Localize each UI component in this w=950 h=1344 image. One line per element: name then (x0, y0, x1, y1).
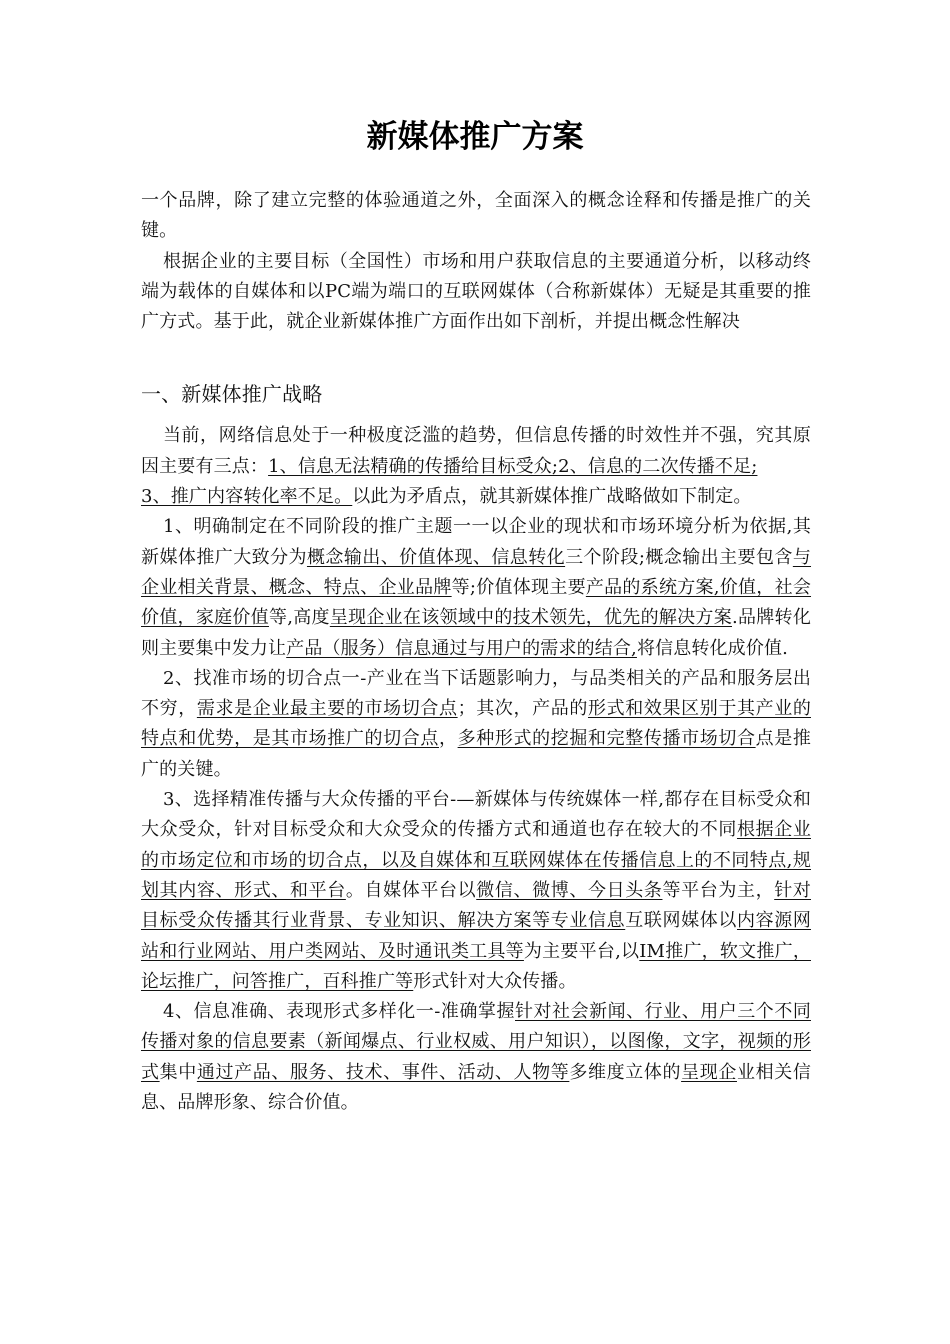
underlined-text: 呈现企业在该领域中的技术领先，优先的解决方案 (329, 607, 732, 629)
underlined-text: 针对目标受众传播其行业背景、专业知识、解决方案等专业信息 (141, 879, 811, 932)
underlined-text: 针对社会新闻、行业、用户三个不同传播对象的信息要素（新闻爆点、行业权威、用户知识），以图像，文字，视频的形式 (141, 1001, 811, 1083)
underlined-text: 概念输出、价值体现、信息转化 (306, 546, 566, 568)
underlined-text: IM推广，软文推广，论坛推广，问答推广，百科推广等 (141, 940, 811, 992)
text-run: 3、选择精准传播与大众传播的平台-—新媒体与传统媒体一样,都存在目标受众和大众受众，针对目标受众和大众受众的传播方式和通道也存在较大的不同 (141, 789, 811, 841)
text-run: 2、找准市场的切合点一-产业在当下话题影响力，与品类相关的产品和服务层出不穷， (141, 667, 811, 720)
document-title: 新媒体推广方案 (366, 119, 584, 155)
underlined-text: 1、信息无法精确的传播给目标受众;2、信息的二次传播不足; (268, 455, 758, 477)
text-run: 将信息转化成价值. (636, 637, 789, 659)
text-run: 点是推广的关键。 (141, 728, 811, 780)
underlined-text: 根据企业的市场定位和市场的切合点，以及自媒体和互联网媒体在传播信息上的不同特点,规划其内容、形式、和平台 (141, 819, 811, 901)
text-run: 业相关信息、品牌形象、综合价值。 (141, 1061, 811, 1114)
text-run: 4、信息准确、表现形式多样化一-准确掌握 (163, 1001, 515, 1023)
text-run: 1、明确制定在不同阶段的推广主题一一以企业的现状和市场环境分析为依据,其新媒体推广大致分为 (141, 516, 811, 568)
text-run: 等,高度 (268, 607, 330, 629)
intro-paragraph-1: 一个品牌，除了建立完整的体验通道之外，全面深入的概念诠释和传播是推广的关键。 (141, 190, 811, 242)
text-run: 为主要平台,以 (523, 940, 640, 962)
underlined-text: 与企业相关背景、概念、特点、企业品牌 (141, 546, 812, 598)
text-run: 等;价值体现主要 (451, 576, 586, 598)
text-run: 集中 (159, 1061, 197, 1083)
section-heading: 一、新媒体推广战略 (141, 382, 323, 407)
text-run: ， (438, 728, 458, 750)
paragraph-current-situation (141, 421, 811, 512)
underlined-text: 形式和效果区别于其产业的特点和优势，是其市场推广的切合点 (141, 698, 811, 750)
text-run: ；其次，产品的 (457, 698, 588, 720)
underlined-text: 产品（服务）信息通过与用户的需求的结合, (286, 637, 637, 659)
text-run: 当前，网络信息处于一种极度泛滥的趋势，但信息传播的时效性并不强，究其原因主要有三点： (141, 425, 811, 477)
text-run: .品牌转化则主要集中发力让 (141, 607, 811, 659)
text-run: 互联网媒体以 (625, 910, 737, 932)
underlined-text: 需求是企业最主要的市场切合点 (196, 698, 458, 720)
underlined-text: 通过产品、服务、技术、事件、活动、人物等 (196, 1061, 570, 1083)
text-run: 。自媒体平台以 (345, 879, 477, 901)
text-run: 以此为矛盾点，就其新媒体推广战略做如下制定。 (352, 486, 752, 508)
intro-paragraph-2: 根据企业的主要目标（全国性）市场和用户获取信息的主要通道分析，以移动终端为载体的自媒体和以PC端为端口的互联网媒体（合称新媒体）无疑是其重要的推广方式。基于此，就企业新媒体推广方面作出如下剖析，并提出概念性解决 (141, 250, 811, 333)
underlined-text: 内容源网站和行业网站、用户类网站、及时通讯类工具等 (141, 910, 811, 962)
text-run: 三个阶段;概念输出主要包含 (565, 546, 793, 568)
list-item-3 (141, 785, 811, 997)
underlined-text: 多种形式的挖掘和完整传播市场切合 (457, 728, 756, 750)
list-item-1 (141, 512, 811, 663)
underlined-text: 微信、微博、今日头条 (476, 879, 663, 901)
text-run: 多维度立体的 (569, 1061, 682, 1083)
list-item-4 (141, 997, 811, 1118)
underlined-text: 产品的系统方案,价值，社会价值，家庭价值 (141, 576, 812, 629)
underlined-text: 呈现企 (681, 1061, 737, 1083)
text-run: 等平台为主， (662, 879, 775, 901)
text-run: 形式针对大众传播。 (413, 970, 577, 992)
underlined-text: 3、推广内容转化率不足。 (141, 486, 353, 508)
document-body (141, 186, 811, 1118)
list-item-2 (141, 664, 811, 785)
